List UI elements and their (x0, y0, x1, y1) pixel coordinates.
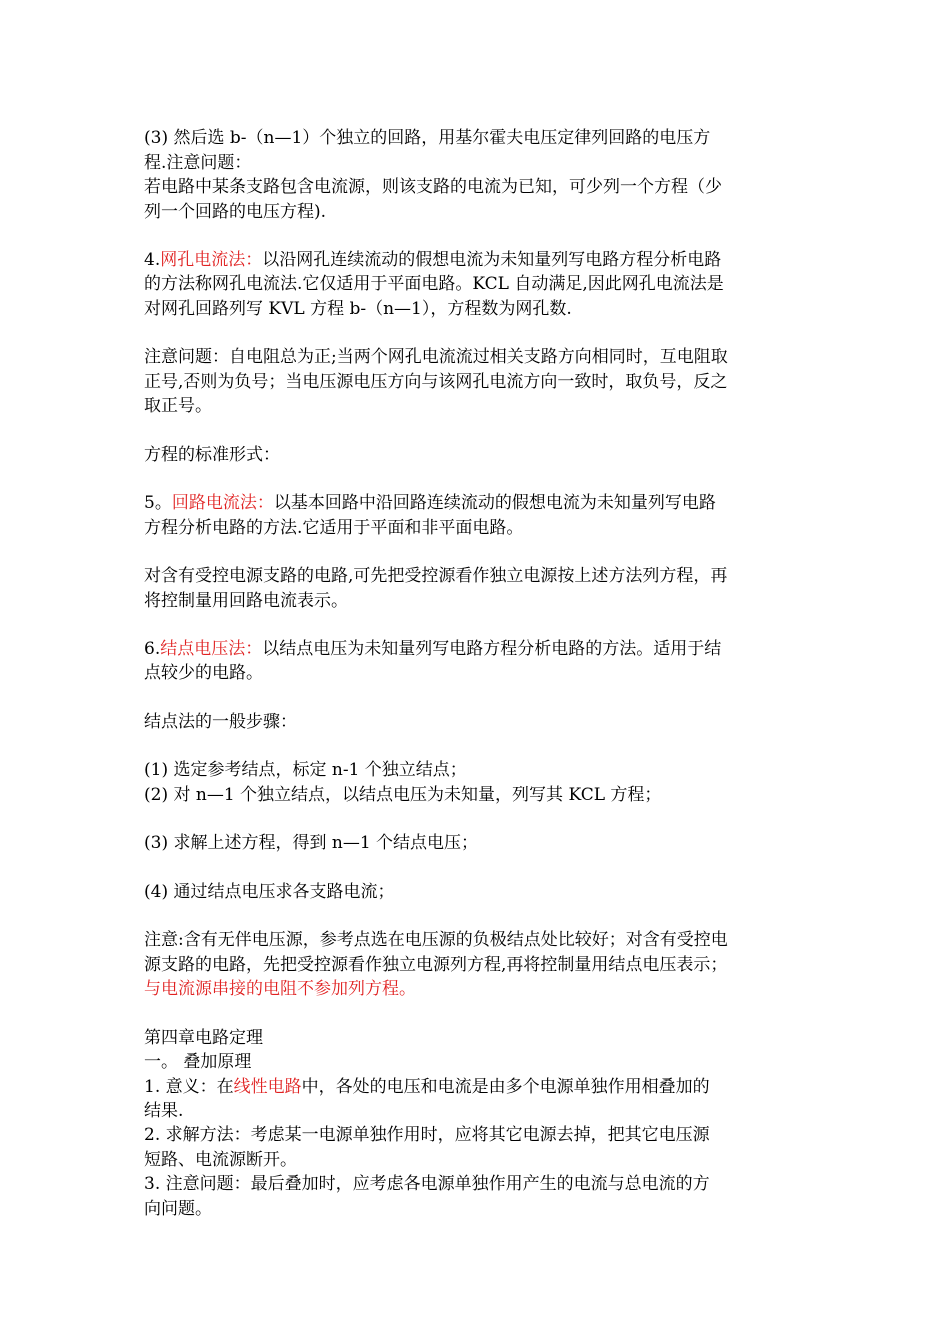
item-1-line2: 结果. (144, 1101, 184, 1121)
item-1-term: 线性电路 (233, 1077, 302, 1097)
node-step-2: (2) 对 n—1 个独立结点，以结点电压为未知量，列写其 KCL 方程； (144, 785, 662, 805)
node-note-line1: 注意:含有无伴电压源，参考点选在电压源的负极结点处比较好；对含有受控电 (144, 930, 728, 950)
section-title: 一。 叠加原理 (144, 1052, 252, 1072)
node-method-number: 6. (144, 639, 161, 659)
node-method-line2: 点较少的电路。 (144, 663, 263, 683)
node-method-line1 (144, 637, 721, 662)
mesh-note-line1: 注意问题：自电阻总为正;当两个网孔电流流过相关支路方向相同时，互电阻取 (144, 347, 728, 367)
node-steps-heading: 结点法的一般步骤： (144, 712, 297, 732)
mesh-method-number: 4. (144, 250, 161, 270)
loop-method-line1 (144, 491, 716, 516)
para-loop-step-line4: 列一个回路的电压方程). (144, 202, 327, 222)
node-note-line2: 源支路的电路，先把受控源看作独立电源列方程,再将控制量用结点电压表示； (144, 955, 728, 975)
controlled-source-line2: 将控制量用回路电流表示。 (144, 591, 348, 611)
mesh-method-line1 (144, 248, 721, 273)
standard-form-heading: 方程的标准形式： (144, 445, 280, 465)
mesh-method-term: 网孔电流法： (160, 250, 263, 270)
chapter-title: 第四章电路定理 (144, 1028, 263, 1048)
loop-method-term: 回路电流法： (171, 493, 274, 513)
item-1-line1 (144, 1075, 710, 1100)
item-3-line1: 3. 注意问题：最后叠加时，应考虑各电源单独作用产生的电流与总电流的方 (144, 1174, 710, 1194)
mesh-note-line2: 正号,否则为负号；当电压源电压方向与该网孔电流方向一致时，取负号，反之 (144, 372, 728, 392)
item-2-line1: 2. 求解方法：考虑某一电源单独作用时，应将其它电源去掉，把其它电压源 (144, 1125, 710, 1145)
node-method-text: 以结点电压为未知量列写电路方程分析电路的方法。适用于结 (262, 639, 722, 659)
mesh-note-line3: 取正号。 (144, 396, 212, 416)
node-step-4: (4) 通过结点电压求各支路电流； (144, 882, 395, 902)
item-1-text: 中，各处的电压和电流是由多个电源单独作用相叠加的 (301, 1077, 710, 1097)
para-loop-step-line1: (3) 然后选 b-（n—1）个独立的回路，用基尔霍夫电压定律列回路的电压方 (144, 128, 711, 148)
para-loop-step-line2: 程.注意问题： (144, 153, 252, 173)
item-3-line2: 向问题。 (144, 1199, 212, 1219)
node-step-3: (3) 求解上述方程，得到 n—1 个结点电压； (144, 833, 479, 853)
node-step-1: (1) 选定参考结点，标定 n-1 个独立结点； (144, 760, 467, 780)
loop-method-line2: 方程分析电路的方法.它适用于平面和非平面电路。 (144, 518, 524, 538)
loop-method-text: 以基本回路中沿回路连续流动的假想电流为未知量列写电路 (273, 493, 716, 513)
para-loop-step-line3: 若电路中某条支路包含电流源，则该支路的电流为已知，可少列一个方程（少 (144, 177, 722, 197)
mesh-method-line2: 的方法称网孔电流法.它仅适用于平面电路。KCL 自动满足,因此网孔电流法是 (144, 274, 724, 294)
node-note-line3-highlight: 与电流源串接的电阻不参加列方程。 (144, 979, 416, 999)
loop-method-number: 5。 (144, 493, 172, 513)
mesh-method-line3: 对网孔回路列写 KVL 方程 b-（n—1），方程数为网孔数. (144, 299, 572, 319)
mesh-method-text: 以沿网孔连续流动的假想电流为未知量列写电路方程分析电路 (262, 250, 722, 270)
item-2-line2: 短路、电流源断开。 (144, 1150, 297, 1170)
controlled-source-line1: 对含有受控电源支路的电路,可先把受控源看作独立电源按上述方法列方程，再 (144, 566, 728, 586)
item-1-prefix: 1. 意义：在 (144, 1077, 234, 1097)
node-method-term: 结点电压法： (160, 639, 263, 659)
